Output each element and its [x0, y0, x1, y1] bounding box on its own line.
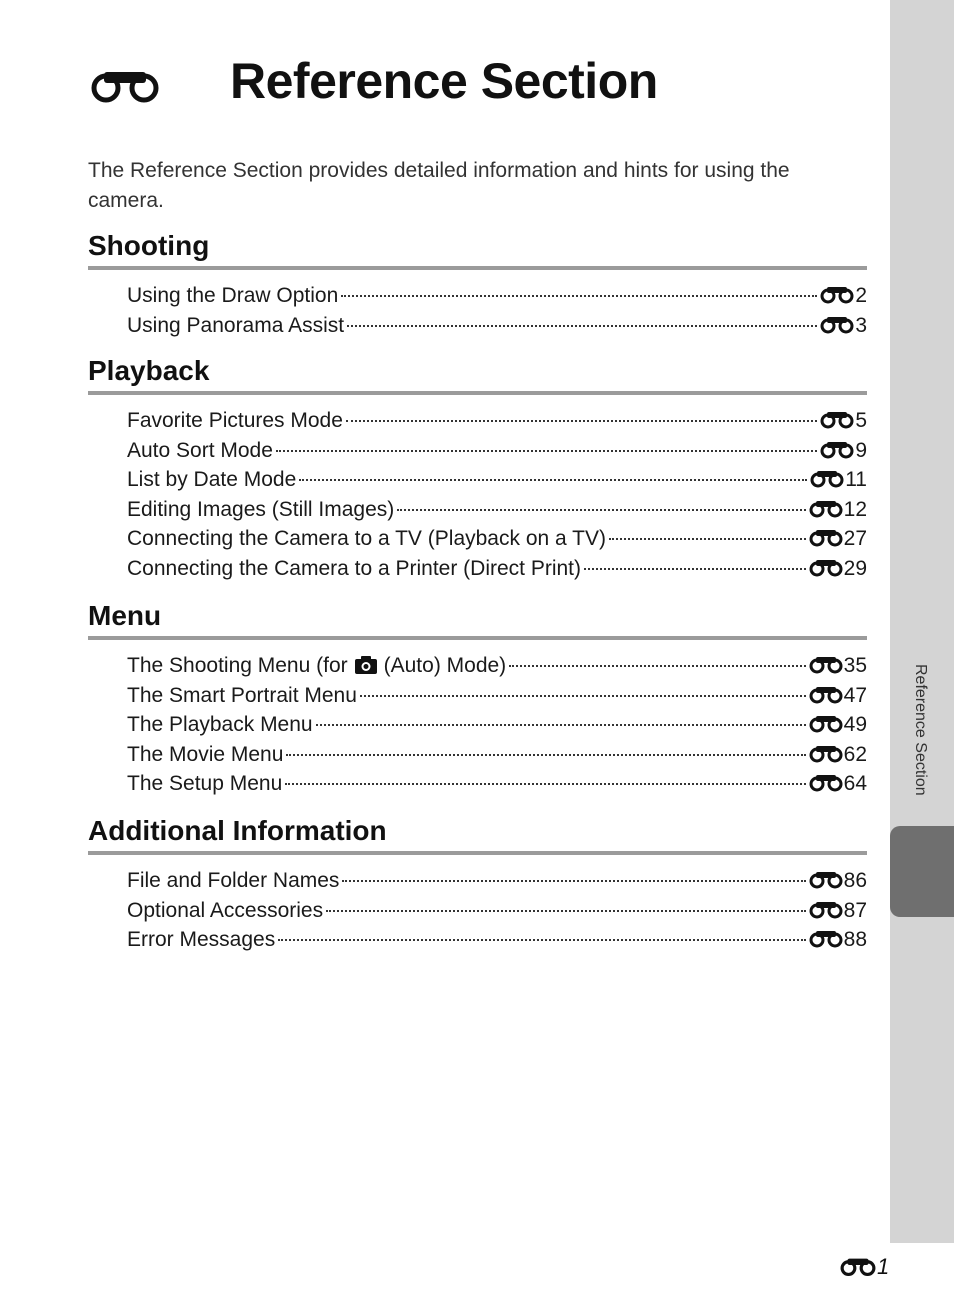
- toc-entry-label: Connecting the Camera to a TV (Playback on a TV): [127, 527, 606, 550]
- reference-binoculars-icon: [809, 557, 843, 577]
- toc-entry-label: List by Date Mode: [127, 468, 297, 491]
- toc-entry-label: File and Folder Names: [127, 869, 340, 892]
- toc-entry-label: Auto Sort Mode: [127, 438, 273, 462]
- side-tab-active-block: [890, 826, 954, 917]
- intro-text: The Reference Section provides detailed information and hints for using the camera.: [88, 159, 790, 212]
- toc-entry-label: Favorite Pictures Mode: [127, 409, 343, 432]
- dot-leader: [278, 939, 805, 941]
- page-ref: [809, 525, 867, 551]
- toc-entry-label: Optional Accessories: [127, 898, 324, 922]
- page-number: 49: [843, 713, 867, 736]
- toc-entry-connecting-tv[interactable]: [127, 525, 867, 555]
- toc-entry-label: Connecting the Camera to a Printer (Direct Print): [127, 556, 582, 580]
- toc-entry-smart-portrait-menu[interactable]: [127, 682, 867, 712]
- toc-entry-auto-sort[interactable]: [127, 437, 867, 467]
- dot-leader: [326, 910, 806, 912]
- dot-leader: [342, 880, 805, 882]
- reference-binoculars-icon: [820, 314, 854, 334]
- dot-leader: [360, 695, 806, 697]
- toc-entry-label: The Smart Portrait Menu: [127, 683, 357, 707]
- page-ref: [820, 282, 867, 308]
- dot-leader: [609, 538, 806, 540]
- reference-binoculars-icon: [820, 284, 854, 304]
- page-ref: [820, 312, 867, 338]
- page-number: 9: [855, 438, 867, 462]
- page-number: 87: [843, 898, 867, 922]
- page-number: 29: [843, 556, 867, 580]
- section-playback: [88, 351, 867, 584]
- reference-binoculars-icon: [809, 869, 843, 889]
- page-ref: [809, 711, 867, 737]
- reference-binoculars-icon: [809, 654, 843, 674]
- dot-leader: [276, 450, 817, 452]
- toc-entry-editing-images[interactable]: [127, 496, 867, 526]
- page-number: 47: [843, 683, 867, 707]
- page-number: 62: [843, 742, 867, 766]
- reference-binoculars-icon: [809, 928, 843, 948]
- section-heading: Menu: [88, 600, 162, 631]
- dot-leader: [346, 420, 817, 422]
- side-tab: [890, 0, 954, 1243]
- page-ref: [809, 897, 867, 923]
- toc-entry-shooting-menu[interactable]: [127, 652, 867, 682]
- reference-binoculars-icon: [809, 743, 843, 763]
- page-number: 11: [845, 468, 867, 491]
- section-heading: Playback: [88, 355, 210, 386]
- reference-binoculars-icon: [820, 439, 854, 459]
- dot-leader: [299, 479, 807, 481]
- toc-entry-label: The Movie Menu: [127, 742, 284, 766]
- dot-leader: [347, 325, 817, 327]
- reference-binoculars-icon: [840, 1255, 876, 1277]
- dot-leader: [584, 568, 806, 570]
- toc-entry-optional-accessories[interactable]: [127, 897, 867, 927]
- toc-entry-label: Using Panorama Assist: [127, 313, 345, 337]
- toc-entry-file-folder-names[interactable]: [127, 867, 867, 897]
- page-number: 27: [843, 527, 867, 550]
- dot-leader: [286, 754, 805, 756]
- page-ref: [810, 466, 867, 492]
- toc-entry-error-messages[interactable]: [127, 926, 867, 956]
- page-ref: [820, 407, 867, 433]
- reference-binoculars-icon: [90, 68, 160, 104]
- toc-entry-favorite-pictures[interactable]: [127, 407, 867, 437]
- section-shooting: [88, 226, 867, 341]
- toc-entry-setup-menu[interactable]: [127, 770, 867, 800]
- toc-entry-playback-menu[interactable]: [127, 711, 867, 741]
- dot-leader: [509, 665, 805, 667]
- toc-entry-label-after: (Auto) Mode): [383, 654, 507, 677]
- camera-auto-icon: [354, 655, 378, 681]
- section-heading: Additional Information: [88, 815, 387, 846]
- page-number: 3: [855, 313, 867, 337]
- toc-entry-label: Using the Draw Option: [127, 284, 339, 307]
- toc-entry-movie-menu[interactable]: [127, 741, 867, 771]
- page-number: 5: [855, 409, 867, 432]
- toc-entry-label: Editing Images (Still Images): [127, 497, 395, 521]
- reference-binoculars-icon: [809, 527, 843, 547]
- page-ref: [809, 555, 867, 581]
- toc-entry-list-by-date[interactable]: [127, 466, 867, 496]
- reference-binoculars-icon: [820, 409, 854, 429]
- reference-binoculars-icon: [809, 684, 843, 704]
- page-number: 35: [843, 654, 867, 677]
- page-ref: [809, 926, 867, 952]
- page-ref: [820, 437, 867, 463]
- toc-entry-label: The Setup Menu: [127, 772, 283, 795]
- page-ref: [809, 867, 867, 893]
- toc-entry-label: The Playback Menu: [127, 713, 313, 736]
- page-number: 86: [843, 869, 867, 892]
- section-heading: Shooting: [88, 230, 210, 261]
- page-ref: [809, 496, 867, 522]
- page-number: 2: [855, 284, 867, 307]
- page-number: 12: [843, 497, 867, 521]
- page-number: 88: [843, 928, 867, 951]
- toc-entry-panorama-assist[interactable]: [127, 312, 867, 342]
- toc-entry-connecting-printer[interactable]: [127, 555, 867, 585]
- dot-leader: [316, 724, 806, 726]
- page-ref: [809, 652, 867, 678]
- page-ref: [809, 741, 867, 767]
- reference-binoculars-icon: [810, 468, 844, 488]
- side-tab-label: Reference Section: [912, 664, 929, 796]
- page-ref: [809, 770, 867, 796]
- reference-binoculars-icon: [809, 772, 843, 792]
- footer-page-number: 1: [877, 1254, 890, 1279]
- toc-entry-label-before: The Shooting Menu (for: [127, 654, 348, 677]
- dot-leader: [341, 295, 817, 297]
- dot-leader: [397, 509, 805, 511]
- reference-binoculars-icon: [809, 498, 843, 518]
- page-footer-number: [840, 1252, 889, 1280]
- toc-entry-label: Error Messages: [127, 928, 276, 951]
- reference-binoculars-icon: [809, 899, 843, 919]
- page-number: 64: [843, 772, 867, 795]
- page-ref: [809, 682, 867, 708]
- section-menu: [88, 596, 867, 800]
- dot-leader: [285, 783, 805, 785]
- page-title: Reference Section: [230, 53, 658, 109]
- reference-binoculars-icon: [809, 713, 843, 733]
- section-additional-information: [88, 811, 867, 956]
- toc-entry-draw-option[interactable]: [127, 282, 867, 312]
- toc-entry-label: [127, 652, 506, 678]
